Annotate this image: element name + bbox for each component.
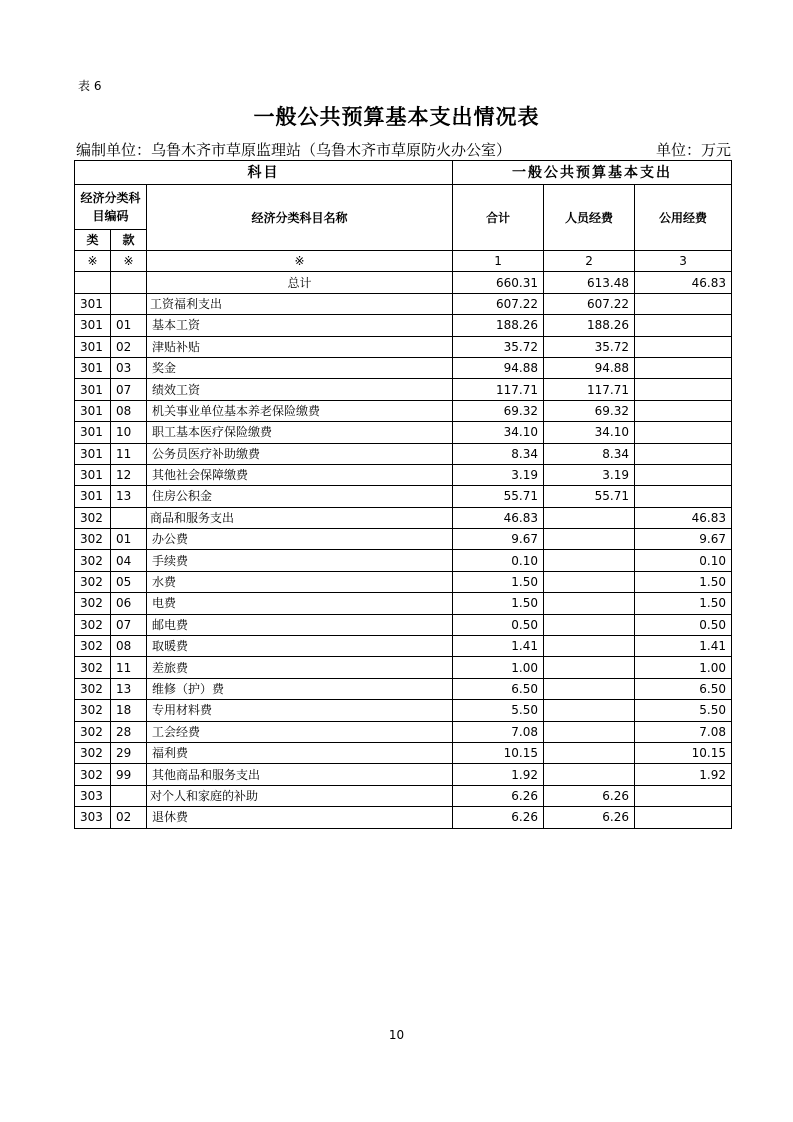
personnel-cell: 8.34 [544, 443, 635, 464]
item-code-cell: 28 [111, 721, 147, 742]
total-sum: 660.31 [453, 272, 544, 293]
personnel-cell [544, 507, 635, 528]
personnel-cell: 94.88 [544, 357, 635, 378]
item-name-cell: 津贴补贴 [147, 336, 453, 357]
item-code-cell: 05 [111, 571, 147, 592]
item-name-cell: 办公费 [147, 529, 453, 550]
total-cell: 1.00 [453, 657, 544, 678]
table-row [75, 443, 732, 464]
item-name-cell: 工资福利支出 [147, 293, 453, 314]
personnel-cell [544, 593, 635, 614]
table-row [75, 422, 732, 443]
public-cell [635, 336, 732, 357]
personnel-cell: 117.71 [544, 379, 635, 400]
table-row [75, 700, 732, 721]
total-cell: 94.88 [453, 357, 544, 378]
total-public: 46.83 [635, 272, 732, 293]
total-cell: 607.22 [453, 293, 544, 314]
table-row [75, 357, 732, 378]
public-cell [635, 315, 732, 336]
public-cell: 1.00 [635, 657, 732, 678]
public-cell: 1.50 [635, 571, 732, 592]
budget-table [74, 160, 732, 829]
personnel-cell [544, 614, 635, 635]
public-cell [635, 443, 732, 464]
page-number: 10 [388, 1028, 405, 1042]
item-name-cell: 水费 [147, 571, 453, 592]
public-cell: 7.08 [635, 721, 732, 742]
public-cell: 1.92 [635, 764, 732, 785]
category-row [75, 507, 732, 528]
item-name-cell: 对个人和家庭的补助 [147, 785, 453, 806]
total-cell: 9.67 [453, 529, 544, 550]
personnel-cell [544, 571, 635, 592]
total-cell: 35.72 [453, 336, 544, 357]
item-name-cell: 公务员医疗补助缴费 [147, 443, 453, 464]
item-name-cell: 绩效工资 [147, 379, 453, 400]
unit-label: 单位：万元 [655, 140, 731, 159]
personnel-cell: 69.32 [544, 400, 635, 421]
personnel-cell: 55.71 [544, 486, 635, 507]
total-cell: 1.50 [453, 593, 544, 614]
table-row [75, 807, 732, 828]
total-cell: 0.10 [453, 550, 544, 571]
total-cell: 0.50 [453, 614, 544, 635]
class-code-cell: 302 [75, 593, 111, 614]
table-row [75, 657, 732, 678]
header-public: 公用经费 [635, 185, 732, 251]
public-cell [635, 293, 732, 314]
personnel-cell: 34.10 [544, 422, 635, 443]
public-cell: 6.50 [635, 678, 732, 699]
page-title: 一般公共预算基本支出情况表 [253, 105, 540, 129]
total-cell: 34.10 [453, 422, 544, 443]
table-row [75, 721, 732, 742]
class-code-cell: 302 [75, 721, 111, 742]
table-row [75, 764, 732, 785]
item-name-cell: 机关事业单位基本养老保险缴费 [147, 400, 453, 421]
symbol-cell: ※ [75, 251, 111, 272]
table-row [75, 486, 732, 507]
personnel-cell [544, 636, 635, 657]
class-code-cell: 303 [75, 807, 111, 828]
public-cell: 5.50 [635, 700, 732, 721]
class-code-cell: 301 [75, 315, 111, 336]
symbol-cell: ※ [147, 251, 453, 272]
personnel-cell [544, 678, 635, 699]
table-row [75, 678, 732, 699]
item-name-cell: 维修（护）费 [147, 678, 453, 699]
item-name-cell: 住房公积金 [147, 486, 453, 507]
personnel-cell [544, 657, 635, 678]
total-cell: 5.50 [453, 700, 544, 721]
table-row [75, 550, 732, 571]
total-cell: 6.50 [453, 678, 544, 699]
header-row-2 [75, 185, 732, 230]
class-code-cell: 302 [75, 657, 111, 678]
item-code-cell: 08 [111, 400, 147, 421]
item-name-cell: 专用材料费 [147, 700, 453, 721]
personnel-cell [544, 764, 635, 785]
class-code-cell: 302 [75, 571, 111, 592]
item-name-cell: 奖金 [147, 357, 453, 378]
class-code-cell: 302 [75, 614, 111, 635]
item-name-cell: 退休费 [147, 807, 453, 828]
public-cell [635, 464, 732, 485]
item-code-cell: 10 [111, 422, 147, 443]
personnel-cell: 6.26 [544, 807, 635, 828]
class-code-cell: 301 [75, 486, 111, 507]
header-econ-name: 经济分类科目名称 [147, 185, 453, 251]
personnel-cell [544, 700, 635, 721]
personnel-cell: 607.22 [544, 293, 635, 314]
header-total: 合计 [453, 185, 544, 251]
item-name-cell: 其他社会保障缴费 [147, 464, 453, 485]
class-code-cell: 301 [75, 293, 111, 314]
personnel-cell [544, 742, 635, 763]
item-code-cell: 01 [111, 529, 147, 550]
item-code-cell: 29 [111, 742, 147, 763]
total-cell: 6.26 [453, 785, 544, 806]
public-cell: 1.41 [635, 636, 732, 657]
personnel-cell: 3.19 [544, 464, 635, 485]
table-number-label: 表 6 [78, 79, 102, 93]
class-code-cell: 302 [75, 550, 111, 571]
total-cell: 3.19 [453, 464, 544, 485]
item-code-cell: 18 [111, 700, 147, 721]
class-code-cell: 301 [75, 400, 111, 421]
item-code-cell [111, 507, 147, 528]
public-cell [635, 400, 732, 421]
organization-label: 编制单位：乌鲁木齐市草原监理站（乌鲁木齐市草原防火办公室） [76, 140, 512, 159]
public-cell: 1.50 [635, 593, 732, 614]
item-code-cell: 11 [111, 657, 147, 678]
table-row [75, 529, 732, 550]
total-cell: 8.34 [453, 443, 544, 464]
table-row [75, 614, 732, 635]
total-cell: 188.26 [453, 315, 544, 336]
personnel-cell: 35.72 [544, 336, 635, 357]
personnel-cell [544, 721, 635, 742]
symbol-cell: ※ [111, 251, 147, 272]
table-row [75, 742, 732, 763]
item-code-cell [111, 785, 147, 806]
item-code-cell: 02 [111, 336, 147, 357]
class-code-cell: 302 [75, 636, 111, 657]
item-code-cell: 11 [111, 443, 147, 464]
item-code-cell: 04 [111, 550, 147, 571]
total-cell: 1.50 [453, 571, 544, 592]
item-code-cell: 01 [111, 315, 147, 336]
item-code-cell [111, 293, 147, 314]
header-econ-code: 经济分类科目编码 [75, 185, 147, 230]
class-code-cell: 303 [75, 785, 111, 806]
total-cell: 1.41 [453, 636, 544, 657]
item-code-cell: 08 [111, 636, 147, 657]
item-code-cell: 03 [111, 357, 147, 378]
table-row [75, 315, 732, 336]
class-code-cell: 301 [75, 464, 111, 485]
public-cell: 46.83 [635, 507, 732, 528]
public-cell [635, 379, 732, 400]
table-row [75, 464, 732, 485]
total-cell: 6.26 [453, 807, 544, 828]
item-name-cell: 基本工资 [147, 315, 453, 336]
class-code-cell: 301 [75, 357, 111, 378]
column-number: 1 [453, 251, 544, 272]
personnel-cell [544, 550, 635, 571]
table-row [75, 336, 732, 357]
item-code-cell: 02 [111, 807, 147, 828]
personnel-cell: 188.26 [544, 315, 635, 336]
total-cell: 10.15 [453, 742, 544, 763]
table-row [75, 636, 732, 657]
column-number: 3 [635, 251, 732, 272]
category-row [75, 293, 732, 314]
item-name-cell: 差旅费 [147, 657, 453, 678]
item-name-cell: 福利费 [147, 742, 453, 763]
public-cell [635, 486, 732, 507]
item-code-cell: 12 [111, 464, 147, 485]
total-cell: 117.71 [453, 379, 544, 400]
public-cell: 0.50 [635, 614, 732, 635]
public-cell: 0.10 [635, 550, 732, 571]
header-meta-row [76, 138, 731, 160]
header-personnel: 人员经费 [544, 185, 635, 251]
item-name-cell: 取暖费 [147, 636, 453, 657]
item-code-cell: 07 [111, 614, 147, 635]
class-code-cell: 302 [75, 764, 111, 785]
symbol-row [75, 251, 732, 272]
table-body [75, 293, 732, 828]
total-cell: 55.71 [453, 486, 544, 507]
item-name-cell: 职工基本医疗保险缴费 [147, 422, 453, 443]
item-code-cell: 13 [111, 678, 147, 699]
item-code-cell: 13 [111, 486, 147, 507]
header-basic-expenditure: 一般公共预算基本支出 [453, 161, 732, 185]
item-code-cell: 06 [111, 593, 147, 614]
public-cell [635, 357, 732, 378]
total-cell: 7.08 [453, 721, 544, 742]
total-label: 总计 [147, 272, 453, 293]
header-row-1 [75, 161, 732, 185]
item-name-cell: 工会经费 [147, 721, 453, 742]
table-row [75, 593, 732, 614]
item-name-cell: 商品和服务支出 [147, 507, 453, 528]
total-row [75, 272, 732, 293]
public-cell: 10.15 [635, 742, 732, 763]
public-cell [635, 785, 732, 806]
item-name-cell: 其他商品和服务支出 [147, 764, 453, 785]
class-code-cell: 301 [75, 443, 111, 464]
total-cell: 69.32 [453, 400, 544, 421]
category-row [75, 785, 732, 806]
item-code-cell: 07 [111, 379, 147, 400]
header-lei: 类 [75, 230, 111, 251]
class-code-cell: 301 [75, 336, 111, 357]
class-code-cell: 301 [75, 379, 111, 400]
class-code-cell: 302 [75, 529, 111, 550]
public-cell: 9.67 [635, 529, 732, 550]
total-cell: 1.92 [453, 764, 544, 785]
table-row [75, 571, 732, 592]
header-subject: 科目 [75, 161, 453, 185]
total-personnel: 613.48 [544, 272, 635, 293]
item-name-cell: 邮电费 [147, 614, 453, 635]
table-row [75, 400, 732, 421]
personnel-cell [544, 529, 635, 550]
class-code-cell: 302 [75, 742, 111, 763]
table-row [75, 379, 732, 400]
personnel-cell: 6.26 [544, 785, 635, 806]
item-code-cell: 99 [111, 764, 147, 785]
column-number: 2 [544, 251, 635, 272]
public-cell [635, 807, 732, 828]
item-name-cell: 电费 [147, 593, 453, 614]
class-code-cell: 302 [75, 678, 111, 699]
total-cell: 46.83 [453, 507, 544, 528]
item-name-cell: 手续费 [147, 550, 453, 571]
class-code-cell: 302 [75, 700, 111, 721]
class-code-cell: 302 [75, 507, 111, 528]
class-code-cell: 301 [75, 422, 111, 443]
header-kuan: 款 [111, 230, 147, 251]
public-cell [635, 422, 732, 443]
